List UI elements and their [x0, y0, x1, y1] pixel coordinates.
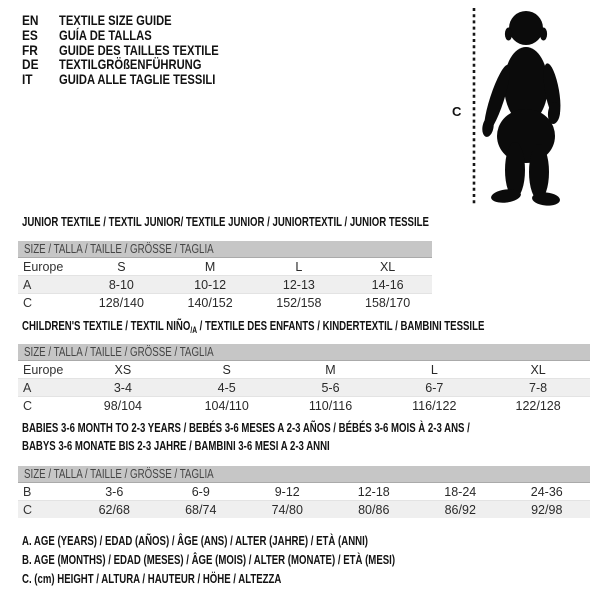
- legend-age-months: B. AGE (MONTHS) / EDAD (MESES) / ÂGE (MOIS) / ALTER (MONATE) / ETÀ (MESI): [22, 551, 396, 567]
- row-label: Europe: [23, 259, 64, 274]
- legend-height-cm: C. (cm) HEIGHT / ALTURA / HAUTEUR / HÖHE / ALTEZZA: [22, 570, 282, 586]
- size-cell: 92/98: [504, 501, 591, 519]
- table-row: [18, 361, 590, 379]
- height-measure-line: [472, 8, 476, 206]
- babies-table-body: [18, 483, 590, 518]
- size-table-header: [18, 241, 432, 258]
- size-cell: 9-12: [274, 484, 300, 499]
- legend: [22, 532, 526, 588]
- junior-size-table: [18, 241, 432, 311]
- junior-table-body: [18, 258, 432, 311]
- size-cell: 122/128: [486, 397, 590, 415]
- section-title-children: [22, 319, 484, 334]
- size-table-header-label: SIZE / TALLA / TAILLE / GRÖSSE / TAGLIA: [24, 345, 214, 359]
- language-row-en: [22, 13, 259, 28]
- language-title: GUÍA DE TALLAS: [59, 26, 152, 43]
- row-label: C: [18, 397, 71, 415]
- language-row-es: [22, 28, 259, 43]
- language-title: TEXTILE SIZE GUIDE: [59, 12, 172, 28]
- size-cell: 62/68: [71, 501, 158, 519]
- size-table-header: [18, 466, 590, 483]
- size-cell: 104/110: [175, 397, 279, 415]
- table-row: [18, 397, 590, 415]
- size-cell: 152/158: [255, 294, 344, 312]
- table-row: [18, 483, 590, 501]
- row-label: B: [23, 484, 32, 499]
- size-table-header: [18, 344, 590, 361]
- size-cell: M: [325, 362, 336, 377]
- size-cell: 10-12: [166, 276, 255, 294]
- language-row-it: [22, 72, 259, 87]
- size-cell: 116/122: [382, 397, 486, 415]
- section-title-junior: JUNIOR TEXTILE / TEXTIL JUNIOR/ TEXTILE JUNIOR / JUNIORTEXTIL / JUNIOR TESSILE: [22, 214, 429, 229]
- size-cell: 86/92: [417, 501, 504, 519]
- size-cell: 158/170: [343, 294, 432, 312]
- size-cell: 7-8: [486, 379, 590, 397]
- size-cell: 8-10: [77, 276, 166, 294]
- table-row: [18, 501, 590, 519]
- size-cell: 74/80: [244, 501, 331, 519]
- toddler-silhouette-icon: [480, 7, 570, 207]
- size-cell: 110/116: [279, 397, 383, 415]
- section-title-children-prefix: CHILDREN'S TEXTILE / TEXTIL NIÑO: [22, 318, 191, 333]
- size-cell: 4-5: [175, 379, 279, 397]
- section-title-babies: [22, 419, 470, 455]
- table-row: [18, 294, 432, 312]
- size-cell: L: [430, 362, 438, 377]
- table-row: [18, 379, 590, 397]
- language-title: GUIDA ALLE TAGLIE TESSILI: [59, 71, 216, 88]
- size-cell: 80/86: [331, 501, 418, 519]
- size-cell: 12-13: [255, 276, 344, 294]
- language-title: TEXTILGRÖßENFÜHRUNG: [59, 56, 202, 73]
- section-title-children-subscript: /A: [190, 325, 197, 335]
- language-code: IT: [22, 71, 33, 88]
- table-row: [18, 276, 432, 294]
- size-cell: S: [222, 362, 231, 377]
- size-table-header-label: SIZE / TALLA / TAILLE / GRÖSSE / TAGLIA: [24, 467, 214, 481]
- children-size-table: [18, 344, 590, 414]
- size-cell: 3-4: [71, 379, 175, 397]
- size-cell: 3-6: [105, 484, 124, 499]
- size-cell: 6-7: [382, 379, 486, 397]
- size-cell: XS: [114, 362, 132, 377]
- size-table-header-label: SIZE / TALLA / TAILLE / GRÖSSE / TAGLIA: [24, 242, 214, 256]
- row-label: A: [18, 276, 77, 294]
- row-label: A: [18, 379, 71, 397]
- babies-size-table: [18, 466, 590, 518]
- size-cell: 18-24: [444, 484, 477, 499]
- language-title: GUIDE DES TAILLES TEXTILE: [59, 41, 219, 58]
- size-cell: 24-36: [530, 484, 563, 499]
- table-row: [18, 258, 432, 276]
- language-row-de: [22, 57, 259, 72]
- language-code: EN: [22, 12, 39, 28]
- language-code: ES: [22, 26, 38, 43]
- section-title-babies-line2: BABYS 3-6 MONATE BIS 2-3 JAHRE / BAMBINI 3-6 MESI A 2-3 ANNI: [22, 438, 330, 453]
- row-label: C: [18, 294, 77, 312]
- language-code: FR: [22, 41, 38, 58]
- language-row-fr: [22, 43, 259, 58]
- size-cell: 98/104: [71, 397, 175, 415]
- size-cell: 12-18: [357, 484, 390, 499]
- language-list: [22, 13, 259, 87]
- row-label: Europe: [23, 362, 64, 377]
- size-cell: 128/140: [77, 294, 166, 312]
- children-table-body: [18, 361, 590, 414]
- size-cell: 14-16: [343, 276, 432, 294]
- legend-age-years: A. AGE (YEARS) / EDAD (AÑOS) / ÂGE (ANS) / ALTER (JAHRE) / ETÀ (ANNI): [22, 533, 368, 548]
- size-cell: S: [117, 259, 126, 274]
- section-title-babies-line1: BABIES 3-6 MONTH TO 2-3 YEARS / BEBÉS 3-6 MESES A 2-3 AÑOS / BÉBÉS 3-6 MOIS À 2-3 ANS /: [22, 420, 470, 435]
- section-title-children-suffix: / TEXTILE DES ENFANTS / KINDERTEXTIL / BAMBINI TESSILE: [196, 318, 485, 333]
- height-measure-label: C: [452, 104, 462, 119]
- size-cell: XL: [530, 362, 546, 377]
- language-code: DE: [22, 56, 39, 73]
- size-cell: 140/152: [166, 294, 255, 312]
- row-label: C: [18, 501, 71, 519]
- size-cell: M: [204, 259, 216, 274]
- size-cell: 6-9: [191, 484, 210, 499]
- size-cell: L: [295, 259, 303, 274]
- size-cell: 68/74: [158, 501, 245, 519]
- size-cell: XL: [379, 259, 396, 274]
- size-cell: 5-6: [279, 379, 383, 397]
